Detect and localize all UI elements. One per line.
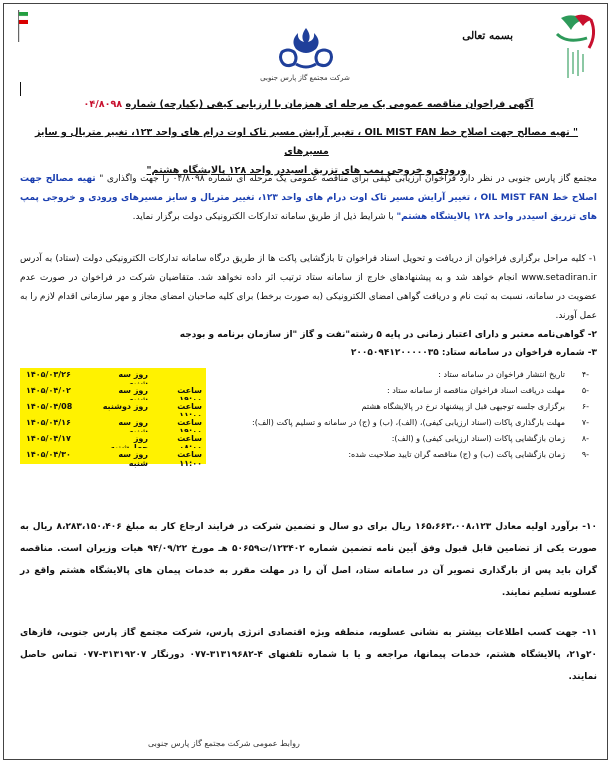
company-flame-logo-icon	[274, 26, 338, 70]
schedule-row-day: روز دوشنبه	[102, 402, 148, 411]
schedule-row-number: ۸-	[581, 434, 589, 443]
schedule-row-day: روز	[133, 434, 148, 443]
intro-tail-text: با شرایط ذیل از طریق سامانه تدارکات الکترونیکی دولت برگزار نماید.	[132, 212, 394, 222]
schedule-row	[20, 448, 597, 468]
margin-mark	[20, 82, 21, 96]
schedule-row-date: ۱۴۰۵/۰۴/۰۲	[26, 386, 71, 395]
schedule-row-number: ۷-	[581, 418, 589, 427]
schedule-row-time: ساعت	[177, 434, 202, 443]
schedule-row	[20, 368, 597, 384]
schedule-row-label: زمان بازگشایی پاکات (اسناد ارزیابی کیفی) و (الف):	[391, 434, 565, 443]
public-relations-signature: روابط عمومی شرکت مجتمع گاز پارس جنوبی	[148, 739, 300, 748]
schedule-row-date: ۱۴۰۵/۰۳/۲۶	[26, 370, 71, 379]
schedule-row-time: ساعت	[177, 402, 202, 411]
schedule-row-date: ۱۴۰۵/۰۴/۳۰	[26, 450, 71, 459]
schedule-row-highlight	[20, 400, 206, 416]
campaign-emblem-icon	[547, 8, 605, 86]
schedule-row-label: مهلت بارگذاری پاکات (اسناد ارزیابی کیفی)، (الف)، (ب) و (ج) در سامانه و تسلیم پاکت (الف):	[252, 418, 565, 427]
schedule-row-highlight	[20, 384, 206, 400]
bismillah-heading: بسمه تعالی	[462, 30, 513, 42]
schedule-row	[20, 432, 597, 448]
schedule-row-time: ساعت	[177, 386, 202, 395]
schedule-row-time: ساعت	[177, 418, 202, 427]
notice-title-text: آگهی فراخوان مناقصه عمومی یک مرحله ای همزمان با ارزیابی کیفی (یکپارچه) شماره	[125, 99, 534, 110]
schedule-row-day: روز سه	[118, 386, 148, 395]
schedule-row	[20, 400, 597, 416]
tender-number: ۰۴/۸۰۹۸	[83, 99, 123, 110]
schedule-row-day: روز سه	[118, 418, 148, 427]
schedule-row-date: ۱۴۰۵/۰۴/۱۶	[26, 418, 71, 427]
notice-title	[18, 99, 599, 110]
schedule-row-day: روز سه	[118, 370, 148, 379]
schedule-row-label: برگزاری جلسه توجیهی قبل از پیشنهاد نرخ در پالایشگاه هشتم	[361, 402, 565, 411]
item-11-paragraph: ۱۱- جهت کسب اطلاعات بیشتر به نشانی عسلویه، منطقه ویژه اقتصادی انرژی پارس، شرکت مجتمع گاز پارس جنوبی، فازهای ۲۰و۲۱، پالایشگاه هشتم، خدمات پیمانها، مراجعه و یا با شماره تلفنهای ۴-۳۱۳۱۹۶۸۲-۰۷۷ دورنگار ۳۱۳۱۹۲۰۷-۰۷۷ تماس حاصل نمایند.	[20, 628, 597, 682]
schedule-row-number: ۵-	[581, 386, 589, 395]
notice-subject-line2: ورودی و خروجی پمپ های تزریق اسیددر واحد ۱۲۸ پالایشگاه هشتم"	[146, 165, 467, 176]
schedule-row-label: زمان بازگشایی پاکت (ب) و (ج) مناقصه گران تایید صلاحیت شده:	[348, 450, 565, 459]
schedule-row-date: ۱۴۰۵/۰۴/08	[26, 402, 73, 411]
item-2-paragraph: ۲- گواهی‌نامه معتبر و دارای اعتبار زمانی در پایه ۵ رشته"نفت و گاز "از سازمان برنامه و بودجه	[179, 330, 597, 340]
intro-paragraph	[20, 170, 597, 227]
schedule-row-highlight	[20, 432, 206, 448]
schedule-row-number: ۴-	[581, 370, 589, 379]
item-3-paragraph: ۳- شماره فراخوان در سامانه ستاد: ۲۰۰۵۰۹۴۱۲۰۰۰۰۰۳۵	[350, 348, 597, 358]
intro-text: مجتمع گاز پارس جنوبی در نظر دارد فراخوان ارزیابی کیفی برای مناقصه عمومی یک مرحله ای شماره ۰۴/۸۰۹۸ را جهت واگذاری "	[99, 174, 597, 184]
company-caption: شرکت مجتمع گاز پارس جنوبی	[260, 74, 350, 82]
schedule-row	[20, 384, 597, 400]
item-1-paragraph: ۱- کلیه مراحل برگزاری فراخوان از دریافت و تحویل اسناد فراخوان تا بازگشایی پاکت ها از طریق درگاه سامانه تدارکات الکترونیکی دولت (ستاد) به آدرس www.setadiran.ir انجام خواهد شد و به پیشنهادهای خارج از سامانه ستاد ترتیب اثر داده نخواهد شد. متقاضیان شرکت در فراخوان در صورت عدم عضویت در سامانه، نسبت به ثبت نام و دریافت گواهی امضای الکترونیکی (به صورت برخط) برای کلیه صاحبان امضای مجاز و مهر سازمانی اقدام لازم را به عمل آورند.	[20, 254, 597, 321]
schedule-row-number: ۶-	[581, 402, 589, 411]
schedule-row-date: ۱۴۰۵/۰۴/۱۷	[26, 434, 71, 443]
schedule-row-number: ۹-	[581, 450, 589, 459]
intro-subject-text: تهیه مصالح جهت اصلاح خط OIL MIST FAN ، تغییر آرایش مسیر تاک اوت درام های واحد ۱۲۳، تغییر متریال و سایز مسیرهای ورودی و خروجی پمپ های تزریق اسیددر واحد ۱۲۸ پالایشگاه هشتم"	[20, 174, 597, 222]
schedule-row-time: ساعت ۱۱:۰۰	[177, 450, 202, 468]
schedule-list	[20, 368, 597, 468]
item-10-paragraph: ۱۰- برآورد اولیه معادل ۱۶۵،۶۶۳،۰۰۸،۱۲۳ ریال برای دو سال و تضمین شرکت در فرایند ارجاع کار به مبلغ ۸،۲۸۳،۱۵۰،۴۰۶ ریال به صورت یکی از تضامین قابل قبول وفق آیین نامه تضمین شماره ۱۲۳۴۰۲/ت۵۰۶۵۹ هـ مورخ ۹۴/۰۹/۲۲ هیات وزیران است. مناقصه گران باید پس از بارگذاری تصویر آن در سامانه ستاد، اصل آن را در مهلت مقرر به خدمات پیمان های پالایشگاه هشتم واقع در عسلویه تسلیم نمایند.	[20, 522, 597, 598]
schedule-row	[20, 416, 597, 432]
schedule-row-highlight	[20, 448, 206, 468]
iran-flag-icon	[10, 10, 28, 42]
schedule-row-highlight	[20, 368, 206, 384]
schedule-row-label: تاریخ انتشار فراخوان در سامانه ستاد :	[438, 370, 565, 379]
schedule-row-highlight	[20, 416, 206, 432]
schedule-row-label: مهلت دریافت اسناد فراخوان مناقصه از سامانه ستاد :	[386, 386, 565, 395]
notice-subject-line1: " تهیه مصالح جهت اصلاح خط OIL MIST FAN ، تغییر آرایش مسیر تاک اوت درام های واحد ۱۲۳، تغییر متریال و سایز مسیرهای	[34, 127, 579, 157]
schedule-row-day: روز سه شنبه	[118, 450, 148, 468]
